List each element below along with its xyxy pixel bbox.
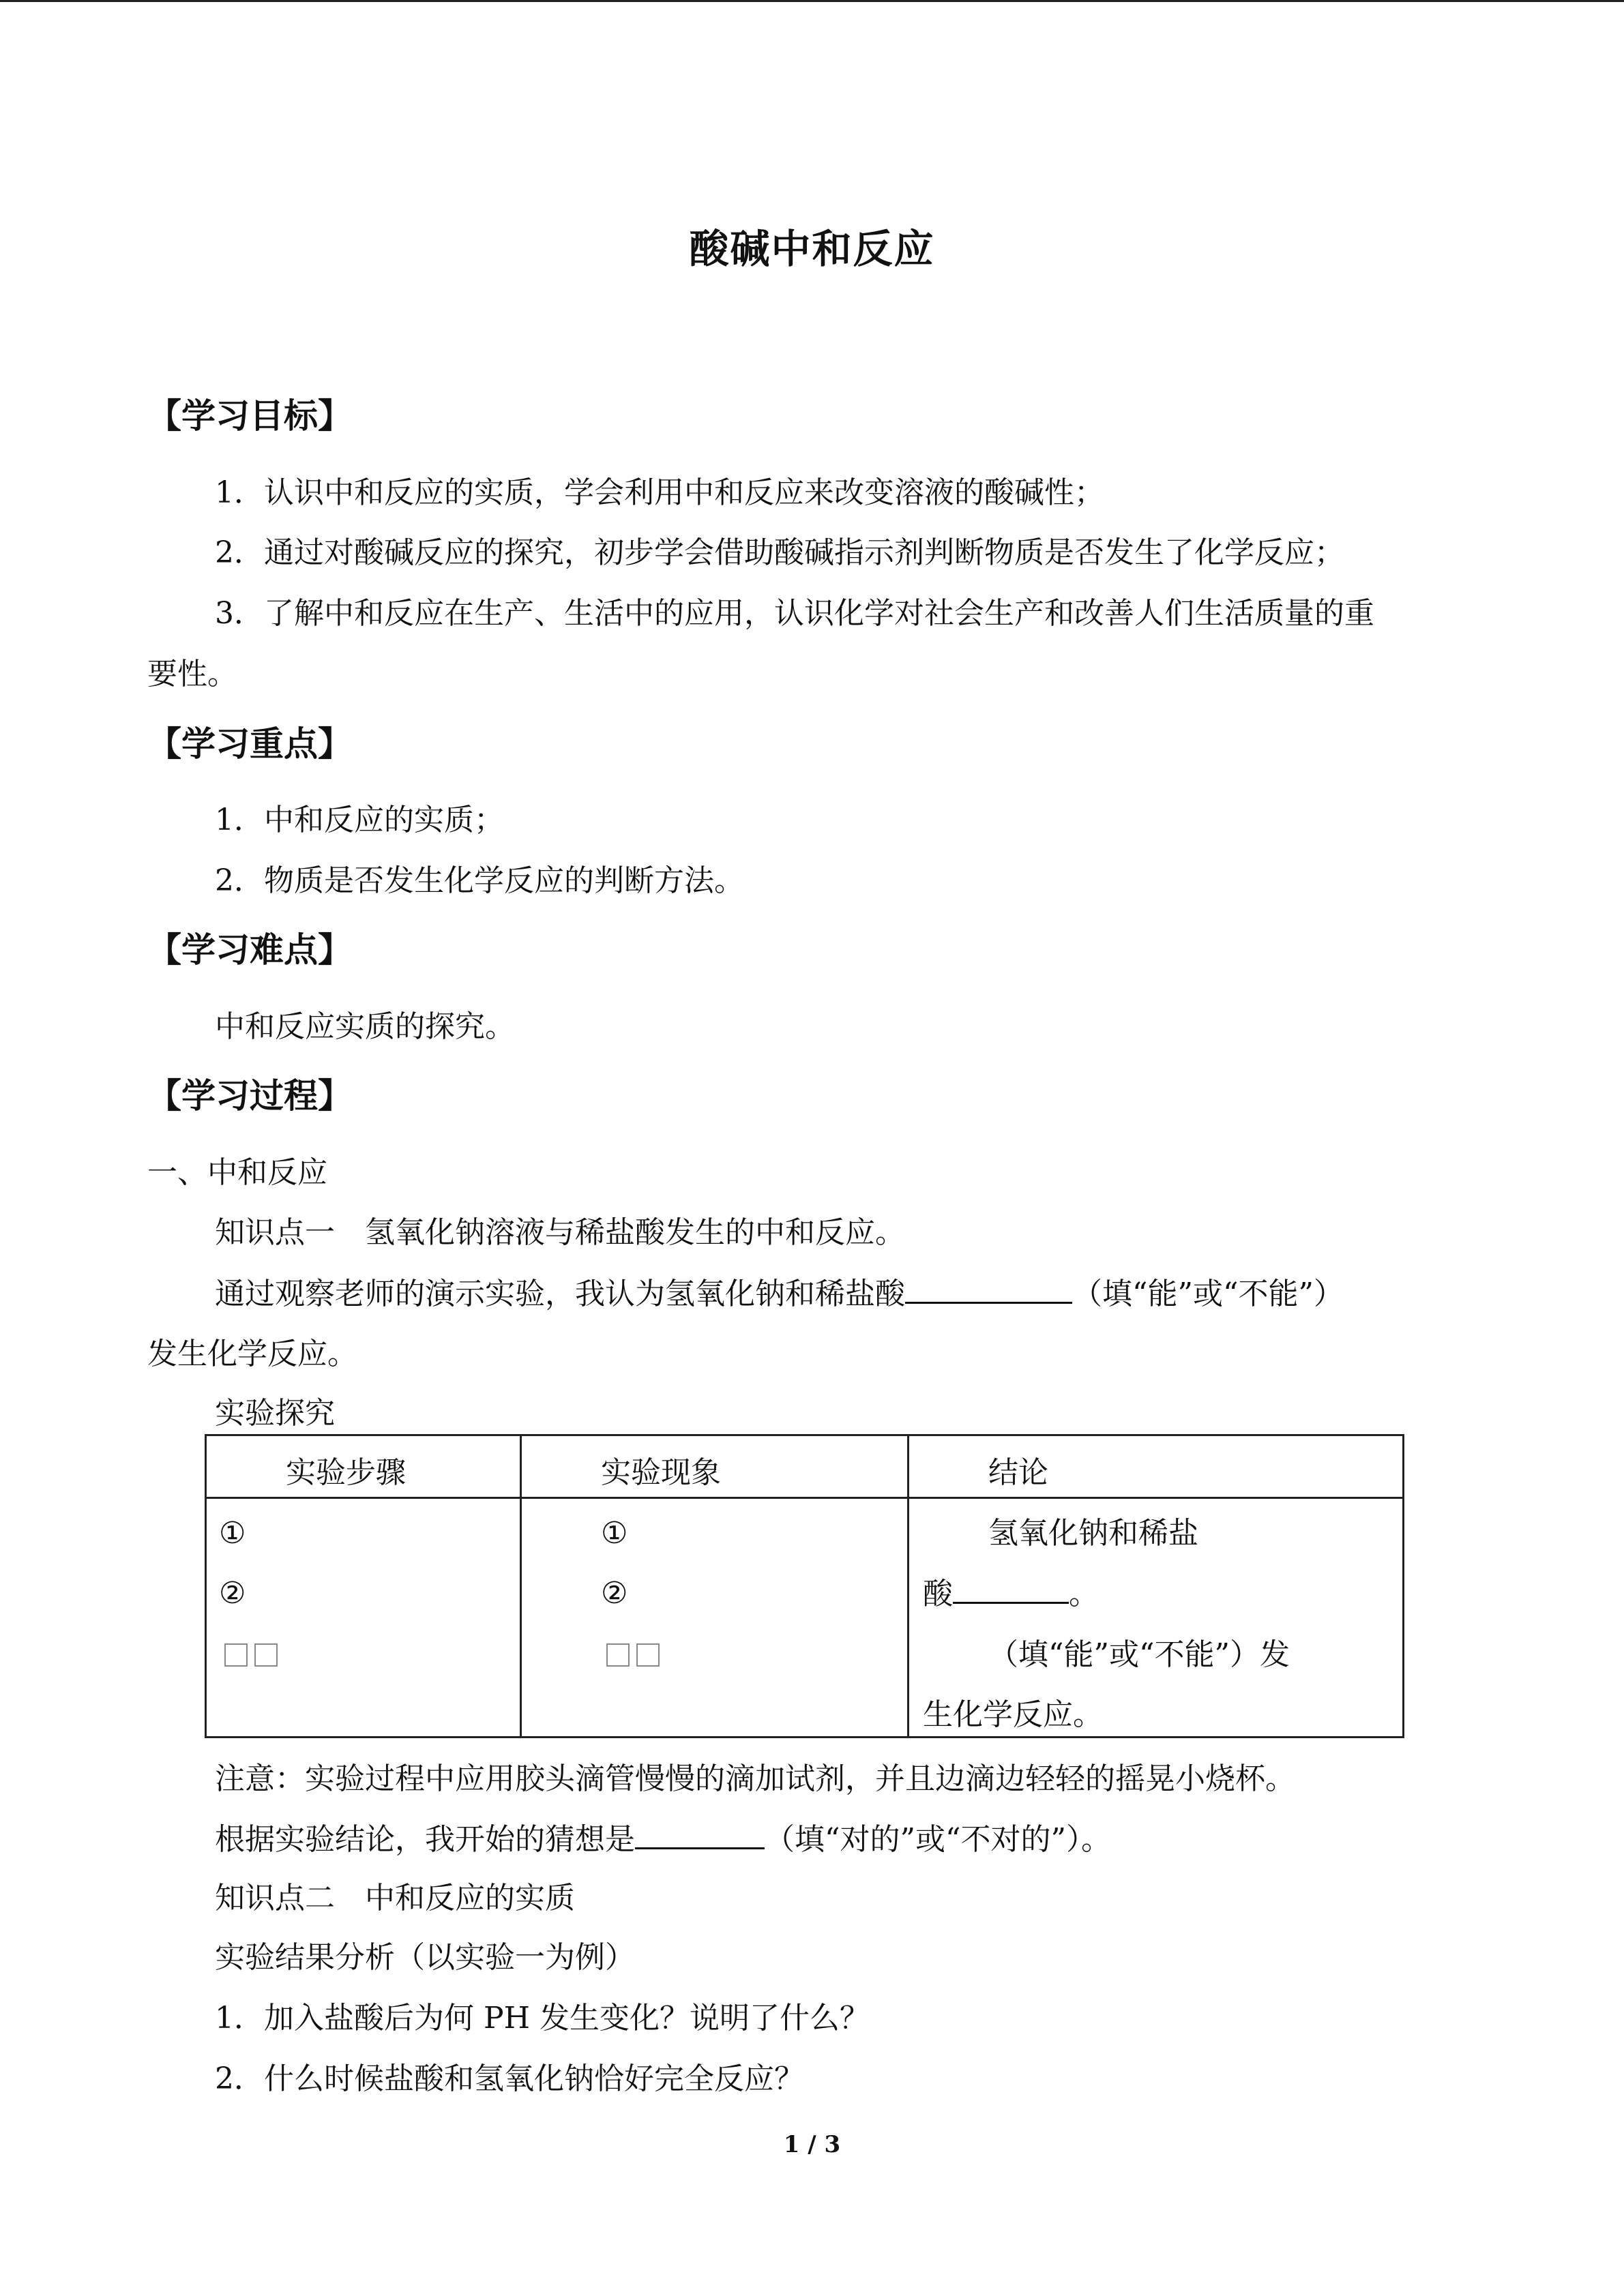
- guess-blank[interactable]: [635, 1821, 765, 1849]
- conclusion-line-2: [923, 1576, 1099, 1613]
- subsection-neutralization: 一、中和反应: [147, 1155, 327, 1190]
- goals-heading: 【学习目标】: [147, 396, 352, 436]
- experiment-note: 注意：实验过程中应用胶头滴管慢慢的滴加试剂，并且边滴边轻轻的摇晃小烧杯。: [215, 1761, 1295, 1796]
- goal-item-1: 1．认识中和反应的实质，学会利用中和反应来改变溶液的酸碱性；: [215, 475, 1104, 510]
- keypoint-item-2: 2．物质是否发生化学反应的判断方法。: [215, 863, 744, 898]
- knowledge-point-2: 知识点二 中和反应的实质: [215, 1881, 575, 1915]
- conclusion-line-3: （填“能”或“不能”）发: [988, 1637, 1290, 1672]
- observation-text-after: （填“能”或“不能”）: [1072, 1277, 1344, 1311]
- table-header-phenomena: 实验现象: [601, 1455, 721, 1490]
- conclusion-line-4: 生化学反应。: [923, 1697, 1103, 1732]
- conclusion-acid-text: 酸: [923, 1577, 953, 1611]
- placeholder-box: [254, 1643, 278, 1667]
- table-divider-2: [907, 1436, 909, 1736]
- question-2: 2．什么时候盐酸和氢氧化钠恰好完全反应？: [215, 2061, 804, 2096]
- goal-item-2: 2．通过对酸碱反应的探究，初步学会借助酸碱指示剂判断物质是否发生了化学反应；: [215, 535, 1344, 570]
- process-heading: 【学习过程】: [147, 1076, 352, 1116]
- conclusion-line-1: 氢氧化钠和稀盐: [988, 1516, 1198, 1551]
- difficulty-text: 中和反应实质的探究。: [215, 1009, 515, 1044]
- observation-blank[interactable]: [905, 1276, 1072, 1304]
- observation-line: [215, 1276, 1344, 1313]
- difficulties-heading: 【学习难点】: [147, 930, 352, 970]
- conclusion-blank[interactable]: [953, 1576, 1069, 1604]
- goal-item-3: 3．了解中和反应在生产、生活中的应用，认识化学对社会生产和改善人们生活质量的重: [215, 596, 1374, 631]
- placeholder-box: [636, 1643, 660, 1667]
- observation-text-before: 通过观察老师的演示实验，我认为氢氧化钠和稀盐酸: [215, 1277, 905, 1311]
- goal-item-3-continued: 要性。: [147, 657, 237, 691]
- table-header-conclusion: 结论: [988, 1455, 1048, 1490]
- phenomenon-item-1: ①: [601, 1516, 628, 1551]
- knowledge-point-1: 知识点一 氢氧化钠溶液与稀盐酸发生的中和反应。: [215, 1215, 905, 1250]
- table-header-steps: 实验步骤: [286, 1455, 406, 1490]
- keypoint-item-1: 1．中和反应的实质；: [215, 803, 504, 837]
- explore-label: 实验探究: [215, 1396, 335, 1431]
- guess-line: [215, 1821, 1111, 1858]
- analysis-label: 实验结果分析（以实验一为例）: [215, 1940, 635, 1975]
- table-header-divider: [207, 1497, 1402, 1499]
- phenomenon-item-2: ②: [601, 1576, 628, 1611]
- step-placeholder-boxes: [224, 1637, 284, 1673]
- placeholder-box: [606, 1643, 630, 1667]
- page-top-border: [0, 0, 1624, 2]
- page-number: 1 / 3: [783, 2131, 841, 2158]
- conclusion-period: 。: [1069, 1577, 1099, 1611]
- question-1: 1．加入盐酸后为何 PH 发生变化？说明了什么？: [215, 2001, 870, 2036]
- table-divider-1: [520, 1436, 522, 1736]
- step-item-1: ①: [219, 1516, 246, 1551]
- placeholder-box: [224, 1643, 248, 1667]
- phenomenon-placeholder-boxes: [606, 1637, 666, 1673]
- keypoints-heading: 【学习重点】: [147, 724, 352, 764]
- guess-text-before: 根据实验结论，我开始的猜想是: [215, 1822, 635, 1857]
- observation-continued: 发生化学反应。: [147, 1337, 357, 1371]
- page-title: 酸碱中和反应: [689, 226, 935, 272]
- step-item-2: ②: [219, 1576, 246, 1611]
- experiment-table: [205, 1434, 1404, 1738]
- guess-text-after: （填“对的”或“不对的”）。: [765, 1822, 1111, 1857]
